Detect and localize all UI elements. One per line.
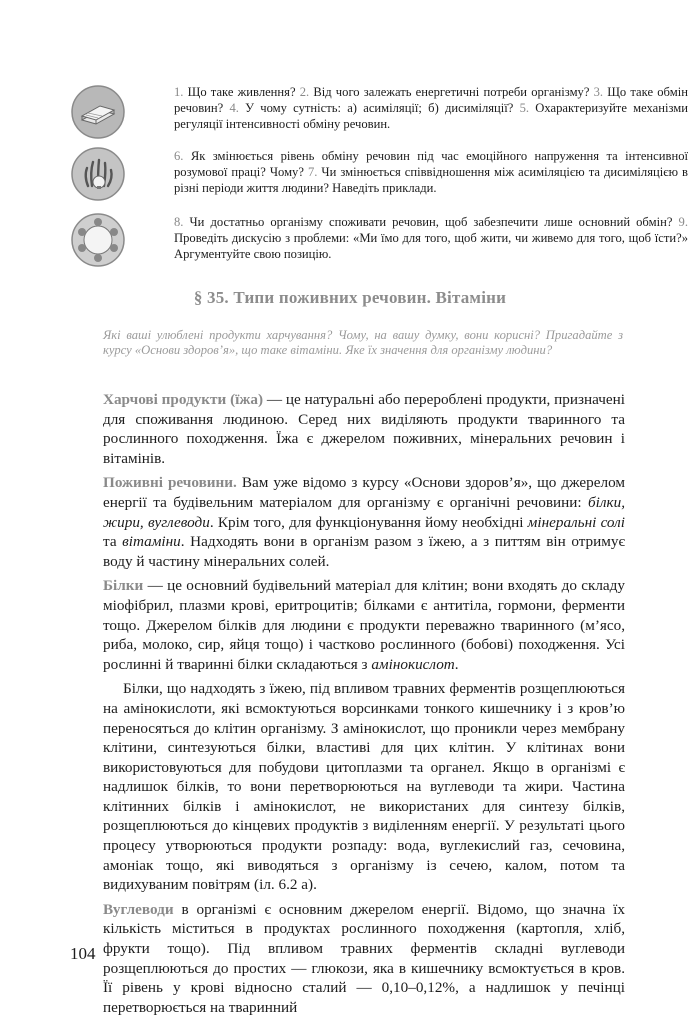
text-run: . xyxy=(454,655,459,673)
question-number: 7. xyxy=(307,165,318,179)
italic-term: мінеральні солі xyxy=(527,513,625,531)
section-title: § 35. Типи поживних речовин. Вітаміни xyxy=(193,288,507,307)
paragraph-food-products xyxy=(103,390,625,468)
question-text: Що таке обмін речовин? xyxy=(174,85,688,115)
text-run: — це основний будівельний матеріал для клітин; вони входять до складу міофібрил, плазми крові, еритроцитів; білками є антитіла, гормони, ферменти тощо. Джерелом білків для людини є продукти переважно тваринного (м’ясо, риба, молоко, сир, яйця тощо) і частково рослинного (бобові) походження. Усі рослинні й тваринні білки складаються з xyxy=(103,577,625,673)
questions-block-2 xyxy=(70,144,688,208)
paragraph-protein-metabolism xyxy=(103,679,625,895)
text-run: . Надходять вони в організм разом з їжею, а з питтям він отримує воду й частину мінеральних солей. xyxy=(103,533,625,570)
question-number: 4. xyxy=(229,101,239,115)
text-run: . Крім того, для функціонування йому необхідні xyxy=(209,513,528,531)
question-number: 3. xyxy=(593,85,604,99)
questions-text-1 xyxy=(174,84,688,132)
question-number: 9. xyxy=(678,215,688,229)
questions-block-1 xyxy=(70,80,688,140)
italic-term: білки, жири, вуглеводи xyxy=(103,493,625,531)
question-text: Від чого залежать енергетичні потреби організму? xyxy=(309,85,594,99)
term-heading: Поживні речовини. xyxy=(103,474,237,492)
question-text: Охарактеризуйте механізми регуляції інтенсивності обміну речовин. xyxy=(174,101,688,131)
question-text: Що таке живлення? xyxy=(183,85,300,99)
text-run: — це натуральні або перероблені продукти, призначені для споживання людиною. Серед них виділяють продукти тваринного та рослинного походження. Їжа є джерелом поживних, мінеральних речовин і вітамінів. xyxy=(103,391,625,467)
hand-bulb-icon xyxy=(70,146,126,202)
question-text: Проведіть дискусію з проблеми: «Ми їмо для того, щоб жити, чи живемо для того, щоб їсти?» Аргументуйте свою позицію. xyxy=(174,231,688,261)
question-number: 1. xyxy=(174,85,184,99)
question-number: 6. xyxy=(174,149,184,163)
question-text: Чи змінюється співвідношення між асиміляцією та дисиміляцією в різні періоди життя людини? Наведіть приклади. xyxy=(174,165,688,195)
questions-block-3 xyxy=(70,210,688,274)
page-number: 104 xyxy=(70,944,96,963)
main-text xyxy=(103,390,625,1022)
question-text: У чому сутність: а) асиміляції; б) дисиміляції? xyxy=(238,101,520,115)
term-heading: Харчові продукти (їжа) xyxy=(103,391,264,408)
question-number: 2. xyxy=(299,85,310,99)
intro-questions: Які ваші улюблені продукти харчування? Чому, на вашу думку, вони корисні? Пригадайте з курсу «Основи здоров’я», що таке вітаміни. Яке їх значення для організму людини? xyxy=(103,328,623,357)
paragraph-nutrients xyxy=(103,473,625,571)
text-run: Вам уже відомо з курсу «Основи здоров’я», що джерелом енергії та будівельним матеріалом для організму є органічні речовини: xyxy=(103,474,626,511)
question-text: Чи достатньо організму споживати речовин, щоб забезпечити лише основний обмін? xyxy=(183,215,679,229)
term-heading: Вуглеводи xyxy=(103,900,174,918)
question-number: 8. xyxy=(174,215,184,229)
paragraph-proteins xyxy=(103,576,625,674)
text-run: та xyxy=(103,533,123,551)
questions-text-2 xyxy=(174,148,688,196)
question-text: Як змінюється рівень обміну речовин під час емоційного напруження та інтенсивної розумової праці? Чому? xyxy=(174,149,688,179)
question-number: 5. xyxy=(519,101,530,115)
text-run: в організмі є основним джерелом енергії. Відомо, що значна їх кількість міститься в продуктах рослинного походження (картопля, хліб, фрукти тощо). Під впливом травних ферментів складні вуглеводи розщеплюються до простих — глюкози, яка в кишечнику всмоктується в кров. Її рівень у крові відносно сталий — 0,10–0,12%, а надлишок у печінці перетворюється на тваринний xyxy=(103,900,625,1016)
term-heading: Білки xyxy=(103,577,144,595)
people-circle-icon xyxy=(70,212,126,268)
italic-term: амінокислот xyxy=(371,655,455,673)
text-run: Білки, що надходять з їжею, під впливом травних ферментів розщеплюються на амінокислоти, які всмоктуються ворсинками тонкого кишечнику і з кров’ю переносяться до клітин організму. З амінокислот, що проникли через мембрану клітини, синтезуються білки, властиві для цих клітин. У клітинах вони використовуються для побудови цитоплазми та органел. Якщо в організмі є надлишок білків, то вони перетворюються на вуглеводи та жири. Частина клітинних білків і амінокислот, не використаних для синтезу білків, розщеплюються до кінцевих продуктів з виділенням енергії. У результаті цього процесу утворюються продукти розпаду: вода, вуглекислий газ, сечовина, амоніак тощо, які виводяться з організму із сечею, калом, потом та видихуваним повітрям (іл. 6.2 а). xyxy=(103,680,625,894)
questions-text-3 xyxy=(174,214,688,262)
italic-term: вітаміни xyxy=(122,533,181,551)
book-icon xyxy=(70,84,126,140)
paragraph-carbohydrates xyxy=(103,900,625,1018)
